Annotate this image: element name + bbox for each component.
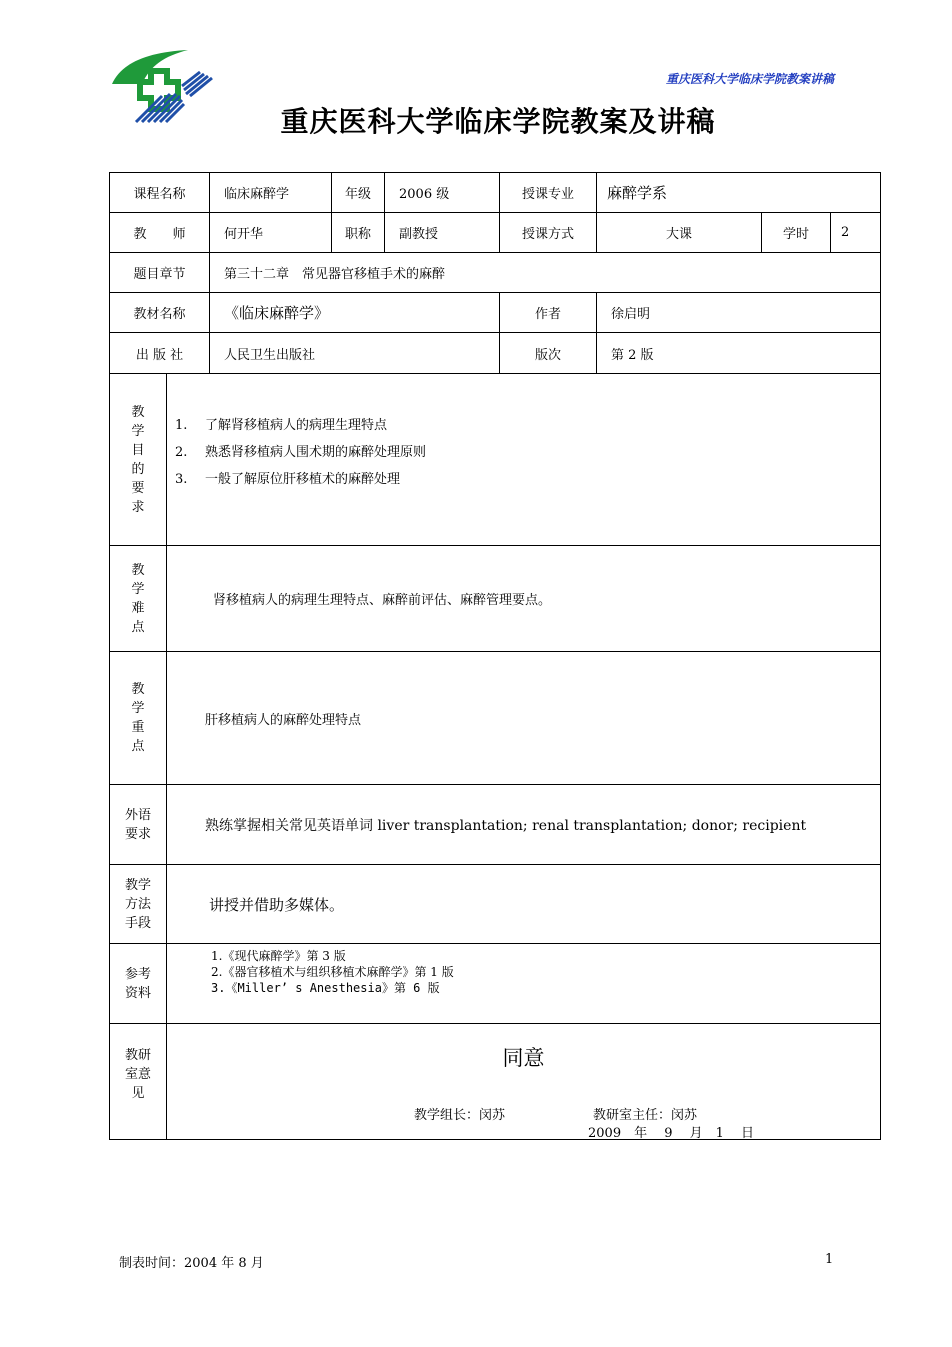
table-row [110,1024,881,1140]
opinion-content [167,1024,881,1140]
table-row [110,865,881,944]
course-label: 课程名称 [110,173,210,213]
table-row [110,293,881,333]
table-row [110,333,881,374]
page-number: 1 [825,1252,834,1267]
list-item: 2.《器官移植术与组织移植术麻醉学》第 1 版 [211,965,454,979]
title-label: 职称 [332,213,385,253]
course-value: 临床麻醉学 [210,173,332,213]
author-value: 徐启明 [597,293,881,333]
list-item: 3.《Miller’ s Anesthesia》第 6 版 [211,981,440,995]
key-points-label: 教 学 重 点 [110,652,167,785]
major-label: 授课专业 [500,173,597,213]
foreign-label: 外语 要求 [110,785,167,865]
goals-content [167,374,881,546]
list-item: 3. 一般了解原位肝移植术的麻醉处理 [175,472,401,487]
table-row [110,546,881,652]
refs-content [167,944,881,1024]
header-tag: 重庆医科大学临床学院教案讲稿 [665,72,834,86]
book-value: 《临床麻醉学》 [210,293,500,333]
list-item: 2. 熟悉肾移植病人围术期的麻醉处理原则 [175,445,427,460]
book-label: 教材名称 [110,293,210,333]
table-row [110,374,881,546]
hours-label: 学时 [762,213,831,253]
footer-made-time: 制表时间：2004 年 8 月 [119,1256,264,1271]
difficulty-label: 教 学 难 点 [110,546,167,652]
mode-label: 授课方式 [500,213,597,253]
teacher-label: 教 师 [110,213,210,253]
table-row [110,785,881,865]
difficulty-text: 肾移植病人的病理生理特点、麻醉前评估、麻醉管理要点。 [167,546,881,652]
opinion-date: 2009 年 9 月 1 日 [588,1126,755,1141]
hours-value: 2 [831,213,881,253]
goals-label: 教 学 目 的 要 求 [110,374,167,546]
method-text: 讲授并借助多媒体。 [167,865,881,944]
publisher-label: 出 版 社 [110,333,210,374]
table-row [110,213,881,253]
list-item: 1.《现代麻醉学》第 3 版 [211,949,346,963]
author-label: 作者 [500,293,597,333]
director: 教研室主任：闵苏 [593,1108,698,1123]
title-value: 副教授 [385,213,500,253]
table-row [110,652,881,785]
edition-label: 版次 [500,333,597,374]
page-title: 重庆医科大学临床学院教案及讲稿 [280,105,716,138]
opinion-label: 教研 室意 见 [110,1024,167,1140]
foreign-text: 熟练掌握相关常见英语单词 liver transplantation; renal transplantation; donor; recipient [167,785,881,865]
opinion-text: 同意 [502,1046,545,1070]
group-leader: 教学组长：闵苏 [414,1108,506,1123]
chapter-label: 题目章节 [110,253,210,293]
key-points-text: 肝移植病人的麻醉处理特点 [167,652,881,785]
publisher-value: 人民卫生出版社 [210,333,500,374]
teacher-value: 何开华 [210,213,332,253]
table-row [110,253,881,293]
grade-value: 2006 级 [385,173,500,213]
list-item: 1. 了解肾移植病人的病理生理特点 [175,418,388,433]
mode-value: 大课 [597,213,762,253]
refs-label: 参考 资料 [110,944,167,1024]
edition-value: 第 2 版 [597,333,881,374]
grade-label: 年级 [332,173,385,213]
table-row [110,173,881,213]
table-row [110,944,881,1024]
chapter-value: 第三十二章 常见器官移植手术的麻醉 [210,253,881,293]
lesson-plan-table [109,172,881,1140]
method-label: 教学 方法 手段 [110,865,167,944]
major-value: 麻醉学系 [597,173,881,213]
